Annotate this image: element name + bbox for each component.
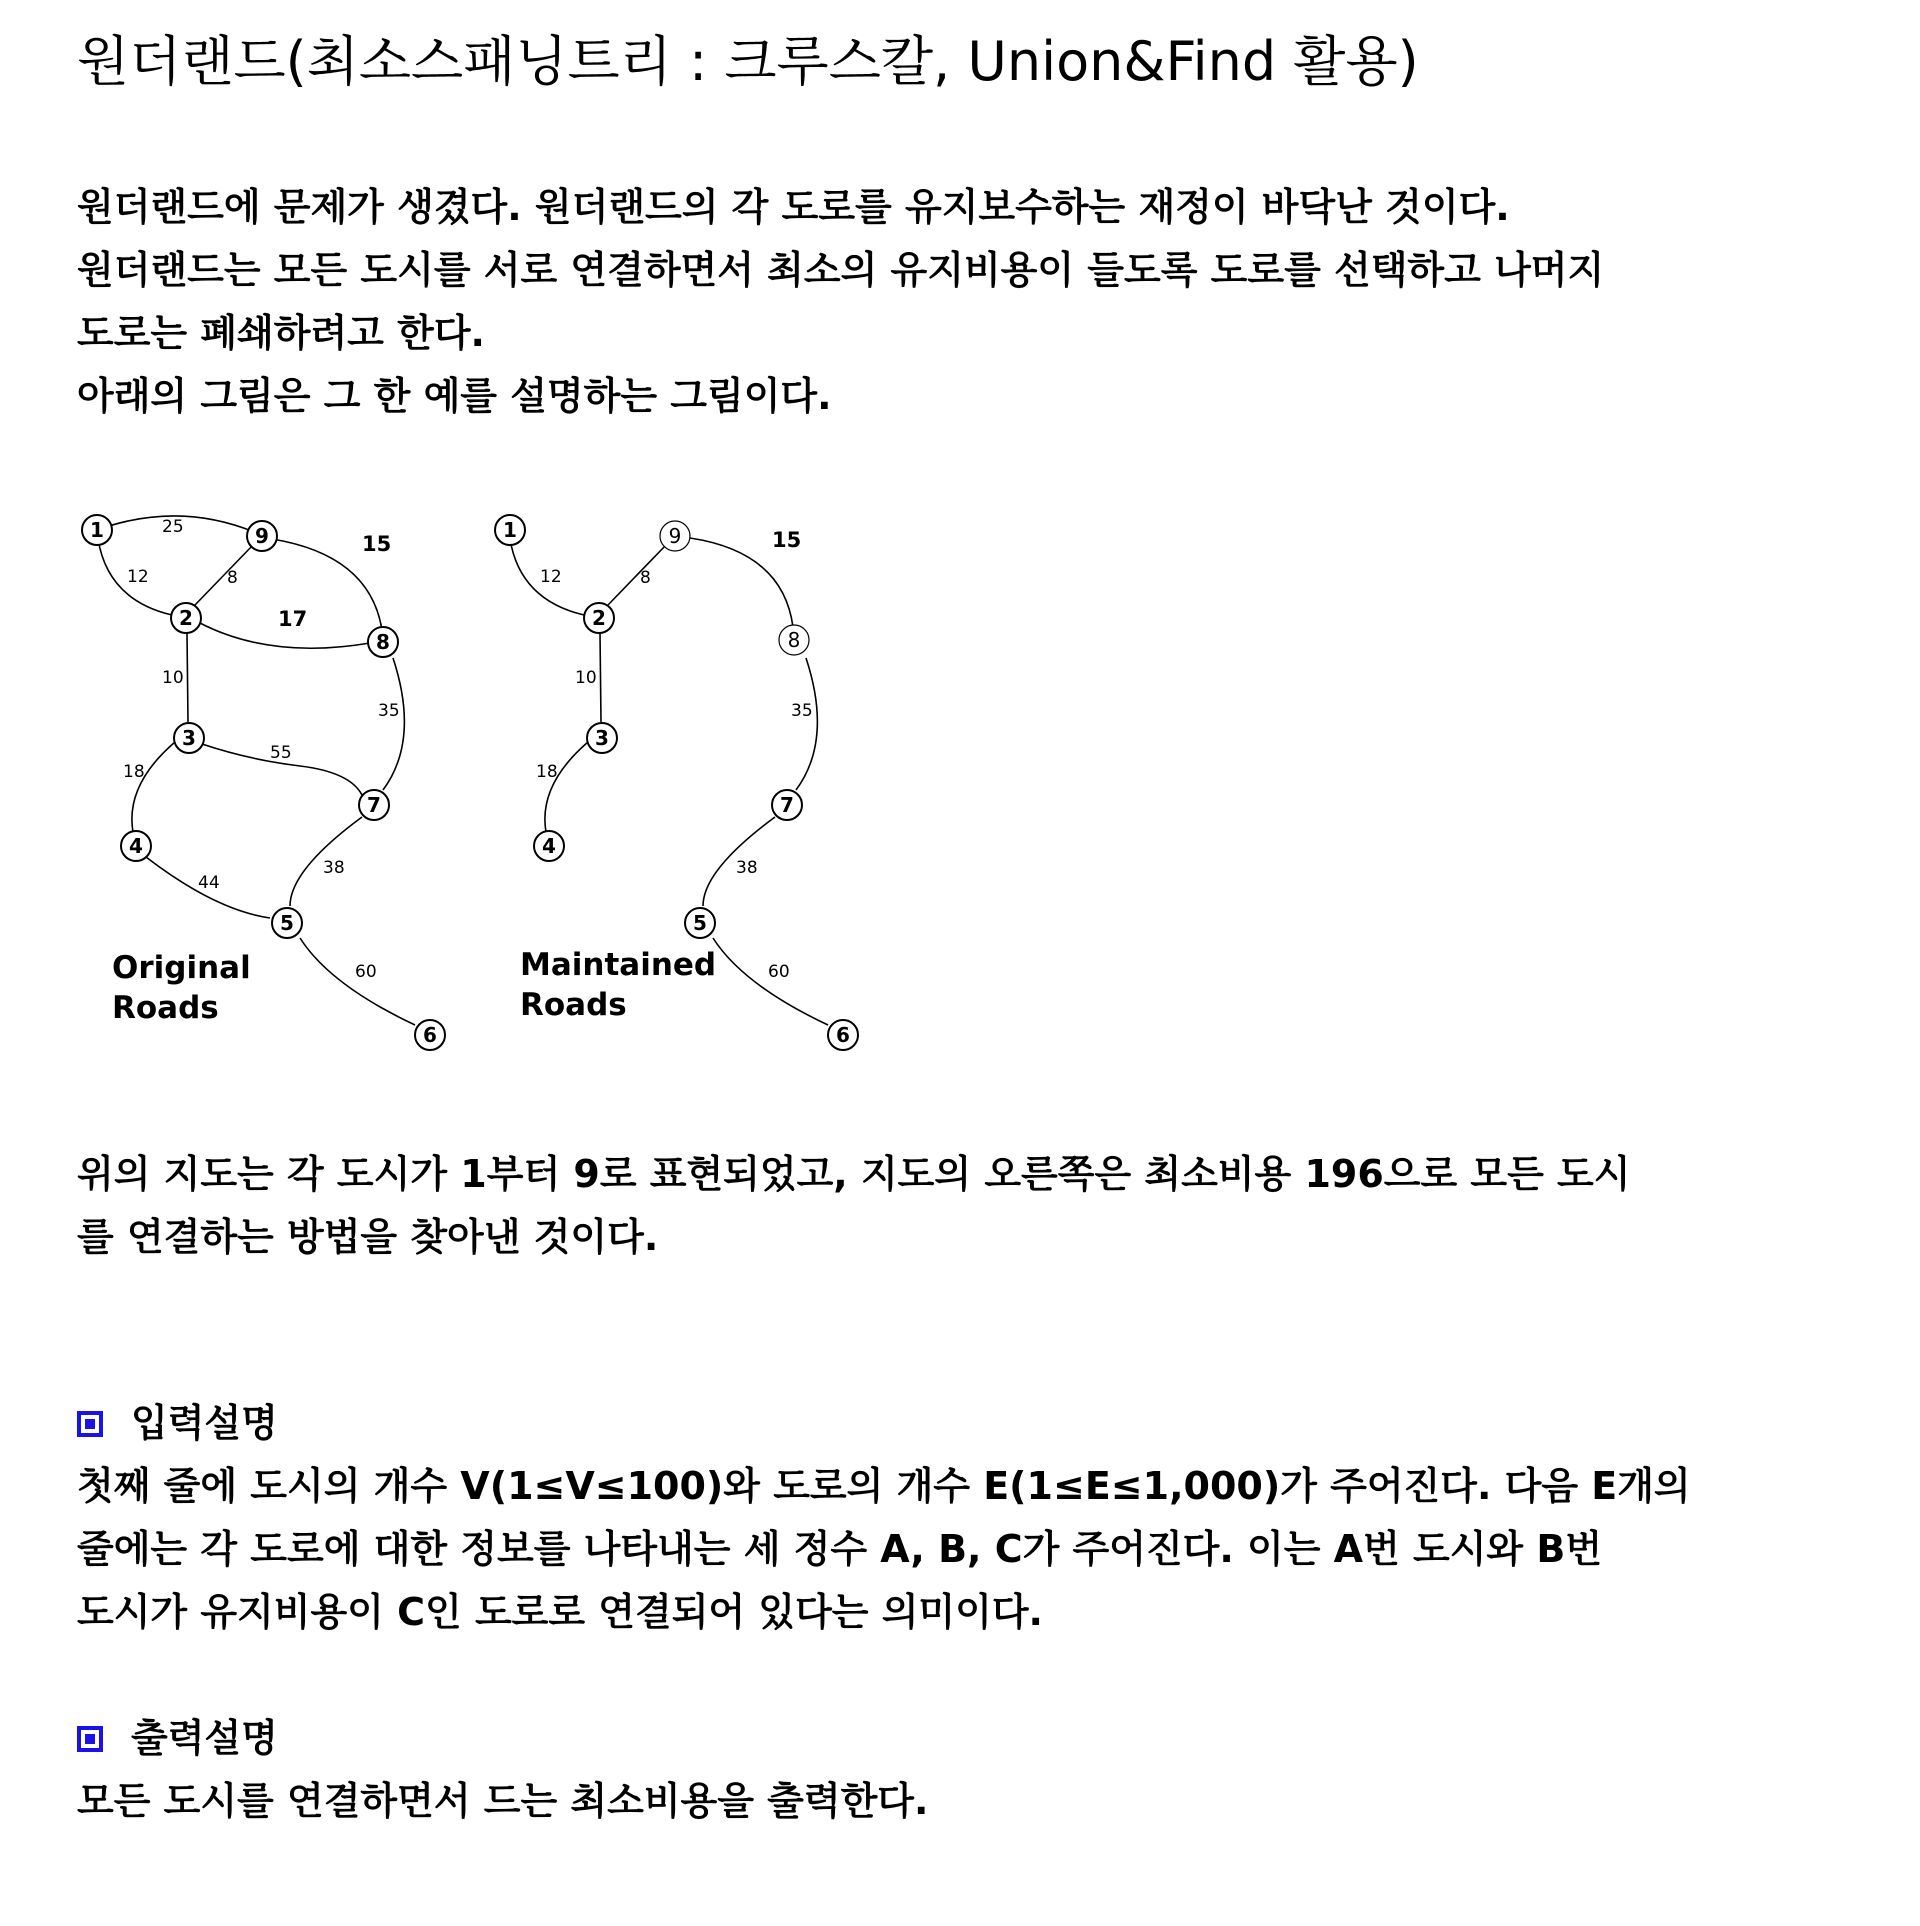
svg-text:2: 2 <box>179 606 193 630</box>
maintained-roads-caption: Maintained <box>520 947 717 983</box>
intro-line: 도로는 폐쇄하려고 한다. <box>77 311 485 355</box>
edge-weight: 15 <box>362 532 392 556</box>
original-roads-caption: Original <box>112 950 251 986</box>
input-line: 첫째 줄에 도시의 개수 V(1≤V≤100)와 도로의 개수 E(1≤E≤1,000)가 주어진다. 다음 E개의 <box>77 1464 1691 1508</box>
city-node <box>772 790 802 820</box>
svg-text:7: 7 <box>780 793 794 817</box>
city-node <box>828 1020 858 1050</box>
city-node <box>660 521 690 551</box>
edge-weight: 18 <box>536 762 558 782</box>
edge-weight: 12 <box>540 567 562 587</box>
svg-text:3: 3 <box>182 726 196 750</box>
edge-weight: 8 <box>640 568 651 588</box>
city-node <box>415 1020 445 1050</box>
svg-text:8: 8 <box>376 630 390 654</box>
city-node <box>247 521 277 551</box>
road-8-7 <box>796 658 817 790</box>
maintained-roads-caption: Roads <box>520 987 627 1023</box>
input-heading-label: 입력설명 <box>131 1401 278 1445</box>
city-node <box>534 831 564 861</box>
edge-weight: 38 <box>323 858 345 878</box>
road-8-7 <box>383 658 404 790</box>
svg-text:3: 3 <box>595 726 609 750</box>
output-description <box>77 1770 928 1833</box>
edge-weight: 15 <box>772 528 802 552</box>
city-node <box>495 515 525 545</box>
svg-text:4: 4 <box>129 834 143 858</box>
edge-weight: 35 <box>791 701 813 721</box>
edge-weight: 60 <box>355 962 377 982</box>
explanation-line: 위의 지도는 각 도시가 1부터 9로 표현되었고, 지도의 오른쪽은 최소비용 196으로 모든 도시 <box>77 1152 1631 1196</box>
edge-weight: 10 <box>162 668 184 688</box>
city-node <box>587 723 617 753</box>
input-line: 도시가 유지비용이 C인 도로로 연결되어 있다는 의미이다. <box>77 1590 1043 1634</box>
city-node <box>174 723 204 753</box>
road-3-4 <box>132 742 175 832</box>
section-marker-icon <box>77 1411 103 1437</box>
city-node <box>359 790 389 820</box>
svg-text:4: 4 <box>542 834 556 858</box>
svg-text:1: 1 <box>90 518 104 542</box>
section-marker-icon <box>77 1726 103 1752</box>
output-section-heading <box>77 1707 278 1770</box>
input-section-heading <box>77 1392 278 1455</box>
city-node <box>584 603 614 633</box>
city-node <box>272 908 302 938</box>
original-roads-caption: Roads <box>112 990 219 1026</box>
input-line: 줄에는 각 도로에 대한 정보를 나타내는 세 정수 A, B, C가 주어진다. 이는 A번 도시와 B번 <box>77 1527 1603 1571</box>
svg-text:6: 6 <box>836 1023 850 1047</box>
svg-text:5: 5 <box>693 911 707 935</box>
intro-line: 원더랜드는 모든 도시를 서로 연결하면서 최소의 유지비용이 들도록 도로를 선택하고 나머지 <box>77 248 1605 292</box>
svg-text:6: 6 <box>423 1023 437 1047</box>
edge-weight: 55 <box>270 743 292 763</box>
edge-weight: 8 <box>227 568 238 588</box>
city-node <box>121 831 151 861</box>
svg-text:2: 2 <box>592 606 606 630</box>
city-node <box>779 625 809 655</box>
explanation-line: 를 연결하는 방법을 찾아낸 것이다. <box>77 1215 659 1259</box>
output-heading-label: 출력설명 <box>131 1716 278 1760</box>
edge-weight: 60 <box>768 962 790 982</box>
svg-text:9: 9 <box>668 524 682 548</box>
road-9-2 <box>608 545 666 605</box>
intro-line: 아래의 그림은 그 한 예를 설명하는 그림이다. <box>77 374 832 418</box>
road-9-2 <box>195 545 253 605</box>
edge-weight: 18 <box>123 762 145 782</box>
edge-weight: 35 <box>378 701 400 721</box>
road-2-3 <box>600 633 601 722</box>
road-3-4 <box>545 742 588 832</box>
page-title: 원더랜드(최소스패닝트리 : 크루스칼, Union&Find 활용) <box>77 30 1419 93</box>
edge-weight: 12 <box>127 567 149 587</box>
svg-text:9: 9 <box>255 524 269 548</box>
edge-weight: 25 <box>162 517 184 537</box>
input-description <box>77 1455 1691 1644</box>
city-node <box>82 515 112 545</box>
edge-weight: 38 <box>736 858 758 878</box>
svg-text:1: 1 <box>503 518 517 542</box>
svg-text:7: 7 <box>367 793 381 817</box>
edge-weight: 44 <box>198 873 220 893</box>
edge-weight: 17 <box>278 607 308 631</box>
svg-text:5: 5 <box>280 911 294 935</box>
city-node <box>685 908 715 938</box>
city-node <box>368 627 398 657</box>
edge-weight: 10 <box>575 668 597 688</box>
output-line: 모든 도시를 연결하면서 드는 최소비용을 출력한다. <box>77 1779 929 1823</box>
intro-line: 원더랜드에 문제가 생겼다. 원더랜드의 각 도로를 유지보수하는 재정이 바닥난 것이다. <box>77 185 1510 229</box>
city-node <box>171 603 201 633</box>
svg-text:8: 8 <box>787 628 801 652</box>
original-roads-graph <box>97 516 415 1025</box>
road-2-3 <box>187 633 188 722</box>
map-explanation-paragraph <box>77 1143 1630 1269</box>
